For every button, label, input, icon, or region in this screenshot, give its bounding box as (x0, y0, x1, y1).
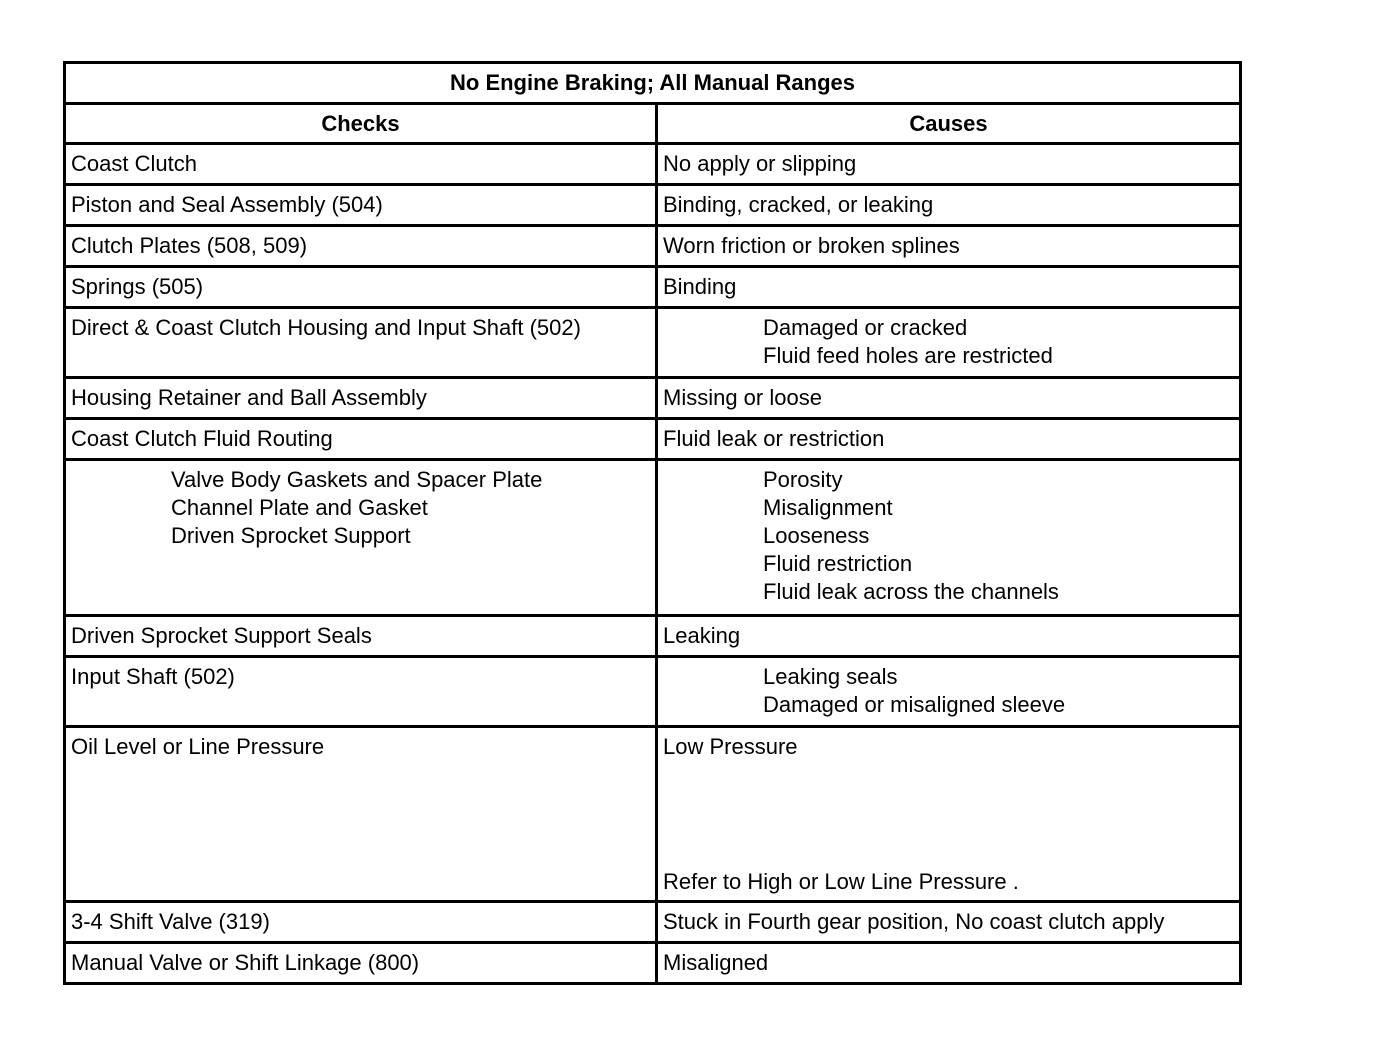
check-cell (65, 616, 657, 657)
diagnostic-table (63, 61, 1242, 985)
table-row (65, 902, 1241, 943)
check-cell (65, 185, 657, 226)
check-cell (65, 267, 657, 308)
cause-cell (657, 419, 1241, 460)
table-row (65, 657, 1241, 727)
cause-cell (657, 902, 1241, 943)
check-cell (65, 144, 657, 185)
table-row (65, 185, 1241, 226)
column-header-causes: Causes (657, 104, 1241, 144)
cause-text: Leaking (663, 623, 741, 648)
column-header-checks: Checks (65, 104, 657, 144)
check-text: Piston and Seal Assembly (504) (71, 192, 383, 217)
check-text: Oil Level or Line Pressure (71, 734, 325, 759)
cause-text: Low Pressure (663, 734, 798, 759)
cause-cell (657, 616, 1241, 657)
check-cell (65, 226, 657, 267)
check-text: Housing Retainer and Ball Assembly (71, 385, 427, 410)
cause-text: Missing or loose (663, 385, 822, 410)
check-cell (65, 419, 657, 460)
check-cell (65, 308, 657, 378)
cause-cell (657, 378, 1241, 419)
cause-cell (657, 657, 1241, 727)
check-text: Input Shaft (502) (71, 664, 235, 689)
cause-cell (657, 727, 1241, 902)
check-text: Driven Sprocket Support Seals (71, 623, 372, 648)
cause-text: Misaligned (663, 950, 769, 975)
check-text: Manual Valve or Shift Linkage (800) (71, 950, 420, 975)
table-title-row (65, 63, 1241, 104)
table-row (65, 144, 1241, 185)
table-row (65, 616, 1241, 657)
cause-text: Stuck in Fourth gear position, No coast clutch apply (663, 909, 1165, 934)
cause-cell (657, 943, 1241, 984)
table-row (65, 943, 1241, 984)
table-header-row (65, 104, 1241, 144)
cause-text: Porosity Misalignment Looseness Fluid restriction Fluid leak across the channels (763, 467, 1059, 604)
check-text: 3-4 Shift Valve (319) (71, 909, 270, 934)
check-text: Valve Body Gaskets and Spacer Plate Channel Plate and Gasket Driven Sprocket Support (171, 467, 543, 548)
cause-cell (657, 267, 1241, 308)
cause-reference-note: Refer to High or Low Line Pressure . (663, 869, 1019, 894)
check-cell (65, 727, 657, 902)
check-text: Coast Clutch Fluid Routing (71, 426, 333, 451)
check-cell (65, 378, 657, 419)
check-text: Clutch Plates (508, 509) (71, 233, 308, 258)
check-cell (65, 902, 657, 943)
check-cell (65, 657, 657, 727)
cause-text: No apply or slipping (663, 151, 857, 176)
check-text: Coast Clutch (71, 151, 197, 176)
table-row (65, 378, 1241, 419)
cause-cell (657, 308, 1241, 378)
cause-cell (657, 460, 1241, 616)
cause-cell (657, 144, 1241, 185)
check-text: Direct & Coast Clutch Housing and Input Shaft (502) (71, 315, 581, 340)
table-row (65, 308, 1241, 378)
table-row (65, 267, 1241, 308)
cause-text: Binding (663, 274, 737, 299)
cause-cell (657, 226, 1241, 267)
cause-cell (657, 185, 1241, 226)
cause-text: Binding, cracked, or leaking (663, 192, 934, 217)
cause-text: Worn friction or broken splines (663, 233, 960, 258)
table-row (65, 727, 1241, 902)
cause-text: Leaking seals Damaged or misaligned sleeve (763, 664, 1066, 717)
cause-text: Fluid leak or restriction (663, 426, 885, 451)
check-cell (65, 943, 657, 984)
table-row (65, 419, 1241, 460)
table-title: No Engine Braking; All Manual Ranges (65, 63, 1241, 104)
check-text: Springs (505) (71, 274, 204, 299)
table-row (65, 460, 1241, 616)
check-cell (65, 460, 657, 616)
cause-text: Damaged or cracked Fluid feed holes are restricted (763, 315, 1053, 368)
table-row (65, 226, 1241, 267)
